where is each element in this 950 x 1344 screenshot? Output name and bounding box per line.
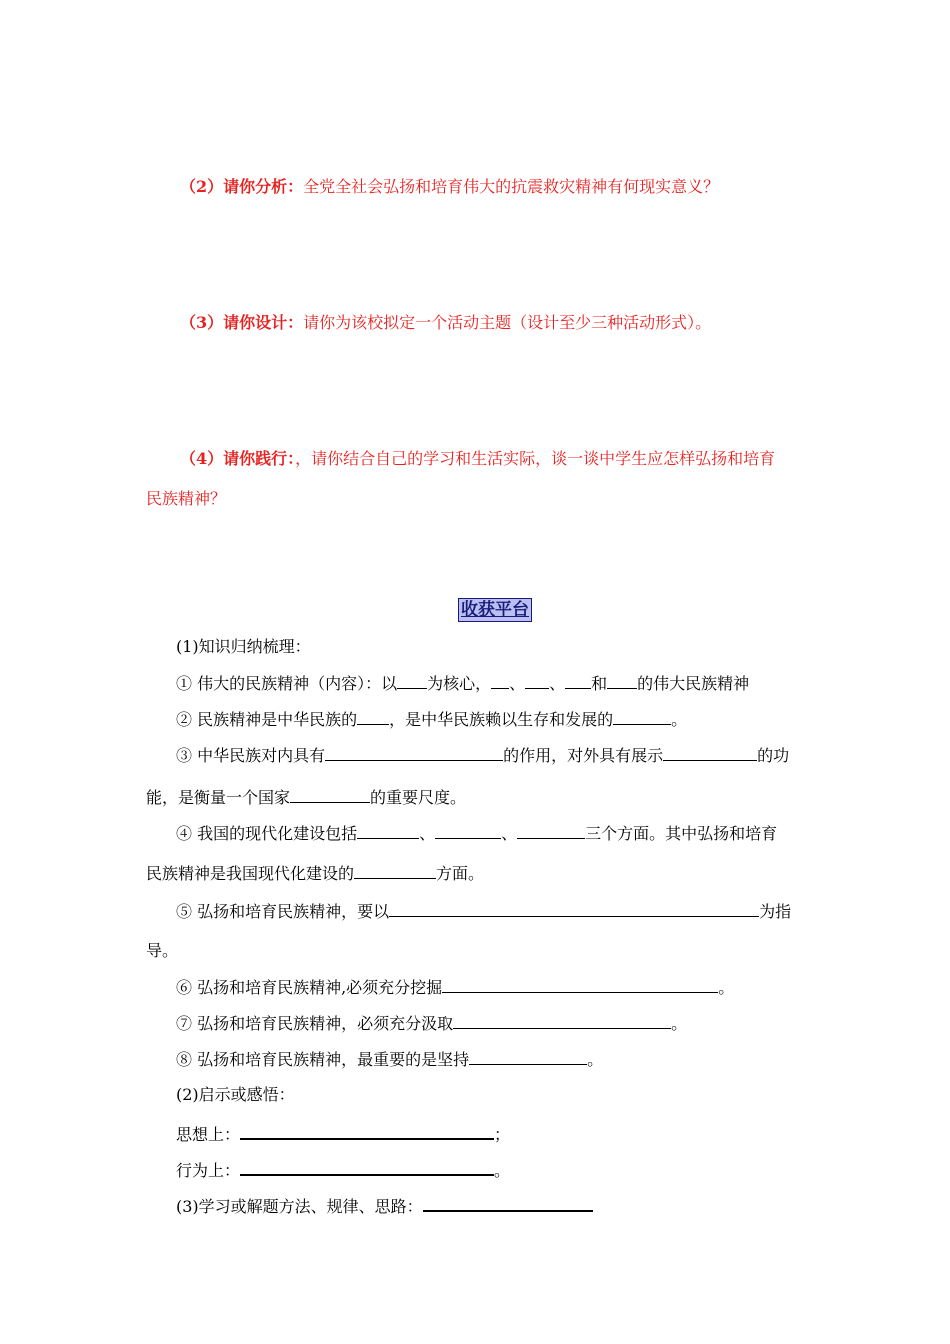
- review-item-5: [176, 900, 791, 923]
- blank[interactable]: [290, 786, 370, 803]
- method-blank[interactable]: [423, 1194, 593, 1212]
- question-3: [180, 312, 711, 334]
- blank[interactable]: [469, 1048, 587, 1065]
- item1-text-f: 的伟大民族精神: [637, 674, 750, 693]
- review-item-3-cont: [146, 786, 466, 809]
- item3-text-e: 的重要尺度。: [370, 788, 467, 807]
- blank[interactable]: [663, 744, 757, 761]
- question-2-lead: （2）请你分析：: [180, 177, 304, 196]
- thought-end: ；: [494, 1125, 511, 1144]
- question-4-text-line1: ，请你结合自己的学习和生活实际，谈一谈中学生应怎样弘扬和培育: [295, 449, 776, 468]
- item1-text-e: 和: [591, 674, 608, 693]
- item7-text-a: ⑦ 弘扬和培育民族精神，必须充分汲取: [176, 1014, 454, 1033]
- review-item-1: [176, 672, 749, 695]
- action-blank[interactable]: [240, 1158, 494, 1176]
- item8-text-a: ⑧ 弘扬和培育民族精神，最重要的是坚持: [176, 1050, 470, 1069]
- question-2-text: 全党全社会弘扬和培育伟大的抗震救灾精神有何现实意义？: [303, 177, 720, 196]
- item3-text-c: 的功: [757, 746, 790, 765]
- item2-text-b: ，是中华民族赖以生存和发展的: [389, 710, 614, 729]
- review-item-8: [176, 1048, 603, 1071]
- item5-text-a: ⑤ 弘扬和培育民族精神，要以: [176, 902, 390, 921]
- action-end: 。: [494, 1161, 511, 1180]
- question-3-text: 请你为该校拟定一个活动主题（设计至少三种活动形式）。: [303, 313, 712, 332]
- thought-label: 思想上：: [176, 1125, 241, 1144]
- item5-text-b: 为指: [759, 902, 792, 921]
- blank[interactable]: [389, 900, 759, 917]
- item2-text-c: 。: [671, 710, 688, 729]
- review-part2-heading: (2)启示或感悟：: [176, 1085, 295, 1104]
- review-item-2: [176, 708, 687, 731]
- item4-text-d: 三个方面。其中弘扬和培育: [585, 824, 778, 843]
- blank[interactable]: [491, 672, 509, 689]
- item3-text-a: ③ 中华民族对内具有: [176, 746, 326, 765]
- item3-text-b: 的作用，对外具有展示: [503, 746, 664, 765]
- review-item-4-cont: [146, 862, 484, 885]
- blank[interactable]: [397, 672, 427, 689]
- action-label: 行为上：: [176, 1161, 241, 1180]
- item4-text-a: ④ 我国的现代化建设包括: [176, 824, 358, 843]
- review-item-7: [176, 1012, 687, 1035]
- review-part3-line: [176, 1194, 593, 1218]
- review-item-6: [176, 976, 734, 999]
- review-item-4: [176, 822, 777, 845]
- question-4: [180, 448, 775, 470]
- item4-text-c: 、: [501, 824, 518, 843]
- thought-line: [176, 1122, 510, 1146]
- blank[interactable]: [325, 744, 503, 761]
- blank[interactable]: [442, 976, 718, 993]
- blank[interactable]: [613, 708, 671, 725]
- blank[interactable]: [357, 708, 389, 725]
- action-line: [176, 1158, 510, 1182]
- question-4-lead: （4）请你践行：: [180, 449, 296, 468]
- item3-text-d: 能，是衡量一个国家: [146, 788, 291, 807]
- item1-text-b: 为核心，: [427, 674, 492, 693]
- item1-text-a: ① 伟大的民族精神（内容）：以: [176, 674, 398, 693]
- item1-text-d: 、: [549, 674, 566, 693]
- review-item-5-cont: 导。: [146, 941, 179, 960]
- blank[interactable]: [517, 822, 585, 839]
- blank[interactable]: [435, 822, 501, 839]
- item7-text-b: 。: [671, 1014, 688, 1033]
- question-4-text-line2: 民族精神？: [146, 489, 227, 508]
- item1-text-c: 、: [509, 674, 526, 693]
- blank[interactable]: [525, 672, 549, 689]
- item8-text-b: 。: [587, 1050, 604, 1069]
- thought-blank[interactable]: [240, 1122, 494, 1140]
- review-part3-heading: (3)学习或解题方法、规律、思路：: [176, 1197, 423, 1216]
- question-2: [180, 176, 719, 198]
- item4-text-f: 方面。: [436, 864, 485, 883]
- item6-text-a: ⑥ 弘扬和培育民族精神,必须充分挖掘: [176, 978, 443, 997]
- item4-text-b: 、: [419, 824, 436, 843]
- question-3-lead: （3）请你设计：: [180, 313, 304, 332]
- blank[interactable]: [354, 862, 436, 879]
- item2-text-a: ② 民族精神是中华民族的: [176, 710, 358, 729]
- item6-text-b: 。: [718, 978, 735, 997]
- review-part1-heading: (1)知识归纳梳理：: [176, 637, 311, 656]
- section-title: 收获平台: [458, 598, 532, 622]
- blank[interactable]: [357, 822, 419, 839]
- review-item-3: [176, 744, 789, 767]
- blank[interactable]: [453, 1012, 671, 1029]
- blank[interactable]: [607, 672, 637, 689]
- item4-text-e: 民族精神是我国现代化建设的: [146, 864, 355, 883]
- blank[interactable]: [565, 672, 591, 689]
